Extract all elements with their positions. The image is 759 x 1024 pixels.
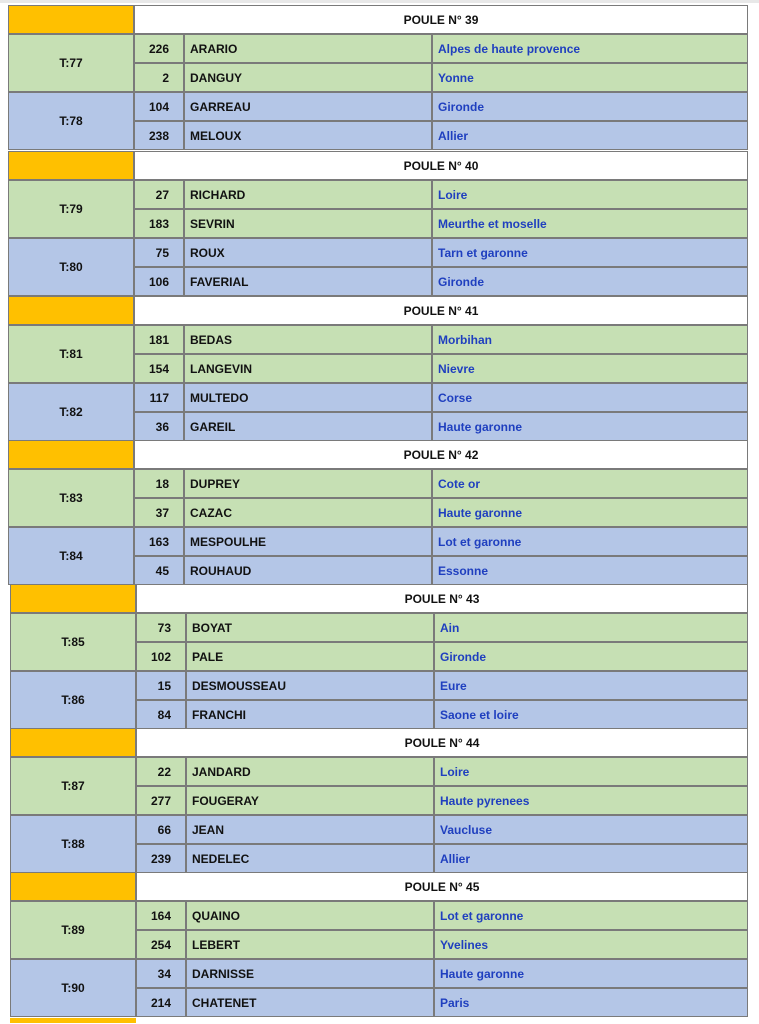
player-number: 18 [134, 469, 184, 498]
player-department: Morbihan [432, 325, 748, 354]
player-name: ROUX [184, 238, 432, 267]
player-department: Ain [434, 613, 748, 642]
player-department: Nievre [432, 354, 748, 383]
next-poule-tag [10, 1018, 136, 1023]
player-number: 22 [136, 757, 186, 786]
poule-title: POULE N° 39 [134, 5, 748, 34]
player-name: JANDARD [186, 757, 434, 786]
poule-title: POULE N° 42 [134, 440, 748, 469]
poule-tag [10, 728, 136, 757]
player-number: 254 [136, 930, 186, 959]
poule-block [8, 440, 748, 585]
table-label: T:89 [10, 901, 136, 959]
player-name: GAREIL [184, 412, 432, 441]
player-department: Lot et garonne [434, 901, 748, 930]
player-department: Eure [434, 671, 748, 700]
player-number: 239 [136, 844, 186, 873]
player-department: Yonne [432, 63, 748, 92]
player-department: Haute garonne [432, 412, 748, 441]
player-name: NEDELEC [186, 844, 434, 873]
player-department: Saone et loire [434, 700, 748, 729]
player-name: ARARIO [184, 34, 432, 63]
table-label: T:82 [8, 383, 134, 441]
player-name: RICHARD [184, 180, 432, 209]
poule-block [10, 584, 748, 729]
table-label: T:80 [8, 238, 134, 296]
poule-tag [8, 296, 134, 325]
player-department: Allier [434, 844, 748, 873]
poule-title: POULE N° 45 [136, 872, 748, 901]
table-label: T:81 [8, 325, 134, 383]
player-department: Yvelines [434, 930, 748, 959]
table-label: T:90 [10, 959, 136, 1017]
table-label: T:88 [10, 815, 136, 873]
player-department: Loire [432, 180, 748, 209]
player-department: Allier [432, 121, 748, 150]
player-name: FRANCHI [186, 700, 434, 729]
poule-title: POULE N° 43 [136, 584, 748, 613]
player-number: 34 [136, 959, 186, 988]
player-name: GARREAU [184, 92, 432, 121]
player-number: 214 [136, 988, 186, 1017]
player-department: Corse [432, 383, 748, 412]
player-number: 73 [136, 613, 186, 642]
player-name: MESPOULHE [184, 527, 432, 556]
player-number: 183 [134, 209, 184, 238]
player-department: Essonne [432, 556, 748, 585]
player-department: Lot et garonne [432, 527, 748, 556]
player-department: Cote or [432, 469, 748, 498]
player-name: QUAINO [186, 901, 434, 930]
table-label: T:87 [10, 757, 136, 815]
player-name: BEDAS [184, 325, 432, 354]
player-name: LANGEVIN [184, 354, 432, 383]
player-department: Tarn et garonne [432, 238, 748, 267]
player-number: 117 [134, 383, 184, 412]
player-number: 37 [134, 498, 184, 527]
player-number: 106 [134, 267, 184, 296]
player-number: 164 [136, 901, 186, 930]
player-department: Meurthe et moselle [432, 209, 748, 238]
player-department: Paris [434, 988, 748, 1017]
player-name: MULTEDO [184, 383, 432, 412]
player-number: 181 [134, 325, 184, 354]
table-label: T:77 [8, 34, 134, 92]
player-department: Gironde [434, 642, 748, 671]
player-name: PALE [186, 642, 434, 671]
player-name: DARNISSE [186, 959, 434, 988]
player-department: Gironde [432, 92, 748, 121]
player-number: 27 [134, 180, 184, 209]
poule-tag [8, 151, 134, 180]
table-label: T:85 [10, 613, 136, 671]
player-number: 226 [134, 34, 184, 63]
poule-block [8, 5, 748, 150]
player-name: MELOUX [184, 121, 432, 150]
player-number: 15 [136, 671, 186, 700]
table-label: T:86 [10, 671, 136, 729]
player-name: DANGUY [184, 63, 432, 92]
player-name: DUPREY [184, 469, 432, 498]
player-number: 45 [134, 556, 184, 585]
player-number: 163 [134, 527, 184, 556]
player-number: 84 [136, 700, 186, 729]
poule-tag [8, 5, 134, 34]
player-department: Vaucluse [434, 815, 748, 844]
poule-title: POULE N° 41 [134, 296, 748, 325]
player-name: SEVRIN [184, 209, 432, 238]
table-label: T:79 [8, 180, 134, 238]
player-name: FAVERIAL [184, 267, 432, 296]
top-divider [0, 0, 759, 3]
player-name: CHATENET [186, 988, 434, 1017]
table-label: T:84 [8, 527, 134, 585]
poule-title: POULE N° 40 [134, 151, 748, 180]
player-name: BOYAT [186, 613, 434, 642]
player-department: Haute garonne [432, 498, 748, 527]
player-department: Haute pyrenees [434, 786, 748, 815]
player-department: Gironde [432, 267, 748, 296]
player-number: 277 [136, 786, 186, 815]
player-name: FOUGERAY [186, 786, 434, 815]
table-label: T:83 [8, 469, 134, 527]
player-name: LEBERT [186, 930, 434, 959]
player-number: 154 [134, 354, 184, 383]
player-name: CAZAC [184, 498, 432, 527]
player-number: 102 [136, 642, 186, 671]
player-name: DESMOUSSEAU [186, 671, 434, 700]
player-department: Alpes de haute provence [432, 34, 748, 63]
poule-block [8, 151, 748, 296]
player-number: 2 [134, 63, 184, 92]
poule-block [10, 872, 748, 1017]
player-number: 36 [134, 412, 184, 441]
player-number: 66 [136, 815, 186, 844]
player-number: 238 [134, 121, 184, 150]
table-label: T:78 [8, 92, 134, 150]
poule-tag [10, 584, 136, 613]
poule-block [8, 296, 748, 441]
player-number: 75 [134, 238, 184, 267]
poule-tag [8, 440, 134, 469]
player-name: JEAN [186, 815, 434, 844]
player-department: Loire [434, 757, 748, 786]
poule-block [10, 728, 748, 873]
player-name: ROUHAUD [184, 556, 432, 585]
poule-tag [10, 872, 136, 901]
player-number: 104 [134, 92, 184, 121]
player-department: Haute garonne [434, 959, 748, 988]
poule-title: POULE N° 44 [136, 728, 748, 757]
